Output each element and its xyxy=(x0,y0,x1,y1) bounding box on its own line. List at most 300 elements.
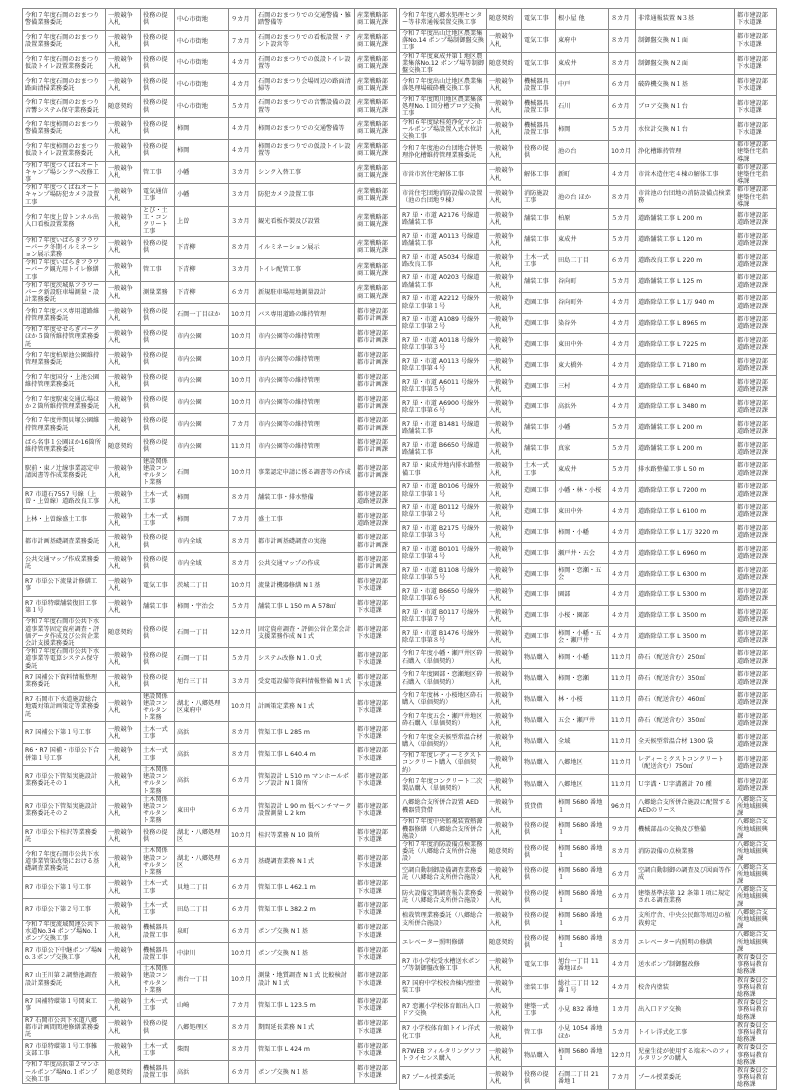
period-cell: ４カ月 xyxy=(229,139,256,161)
table-row xyxy=(400,886,777,909)
category-cell: 管工事 xyxy=(141,259,175,282)
category-cell: 物品購入 xyxy=(522,647,556,668)
period-cell: ５カ月 xyxy=(229,96,256,118)
location-cell: 柿岡 xyxy=(175,487,229,509)
department-cell: 産業戦略部商工観光課 xyxy=(355,184,397,207)
contract-method-cell: 一般競争入札 xyxy=(106,487,141,509)
category-cell: 測量業務 xyxy=(141,281,175,304)
table-row xyxy=(23,326,397,349)
project-name-cell: 令和７年度出山辻地区農業集落No.14 ポンプ場制御盤交換工事 xyxy=(400,29,487,52)
period-cell: ６カ月 xyxy=(229,847,256,877)
project-name-cell: エレベーター照明修繕 xyxy=(400,931,487,954)
department-cell: 都市建設部道路建設課 xyxy=(735,438,777,459)
project-name-cell: 駅前・東ノ辻線事業認定申請図書等作成業務委託 xyxy=(23,457,106,487)
location-cell: 東田中外 xyxy=(556,501,609,522)
table-row xyxy=(400,459,777,480)
table-row xyxy=(400,908,777,931)
location-cell: 高浜 xyxy=(175,744,229,766)
project-name-cell: 令和７年度つくばねオートキャンプ場防犯カメラ設置工事 xyxy=(23,184,106,207)
department-cell: 都市建設部下水道課 xyxy=(355,899,397,921)
department-cell: 都市建設部道路建設課 xyxy=(735,459,777,480)
category-cell: 造園工事 xyxy=(522,501,556,522)
department-cell: 都市建設部道路建設課 xyxy=(735,668,777,689)
location-cell: 東田中 xyxy=(175,795,229,825)
location-cell: 東田中外 xyxy=(556,334,609,355)
category-cell: 役務の提供 xyxy=(141,370,175,392)
table-row xyxy=(400,229,777,250)
table-row xyxy=(400,931,777,954)
project-name-cell: R7 単・市道 B1108 号線外除草工事第５号 xyxy=(400,564,487,585)
contract-method-cell: 一般競争入札 xyxy=(487,438,522,459)
table-row xyxy=(400,75,777,96)
summary-cell: トイレ洋式化工事 xyxy=(636,1021,735,1044)
project-name-cell: 令和７年度東成井第１地区農業集落No.12 ポンプ場等制御盤交換工事 xyxy=(400,52,487,75)
category-cell: 物品購入 xyxy=(522,1044,556,1067)
contract-method-cell: 一般競争入札 xyxy=(487,96,522,119)
summary-cell: システム改修 N１.０式 xyxy=(256,648,355,671)
table-row xyxy=(400,355,777,376)
project-name-cell: R7 国補公下第１号工事 xyxy=(23,722,106,744)
summary-cell: 児童生徒が使用する端末へのフィルタリングの購入 xyxy=(636,1044,735,1067)
contract-method-cell: 随意契約 xyxy=(106,618,141,648)
period-cell: １カ月 xyxy=(609,999,636,1022)
department-cell: 都市建設部道路建設課 xyxy=(735,417,777,438)
table-row xyxy=(23,531,397,553)
department-cell: 都市建設部道路建設課 xyxy=(735,480,777,501)
contract-method-cell: 一般競争入札 xyxy=(106,995,141,1017)
department-cell: 都市建設部道路建設課 xyxy=(735,564,777,585)
department-cell: 教育委員会事務局教育総務課 xyxy=(735,999,777,1022)
location-cell: 下青柳 xyxy=(175,281,229,304)
location-cell: 小幡・林・小桜 xyxy=(556,480,609,501)
table-row xyxy=(400,376,777,397)
department-cell: 都市建設部建築住宅指導課 xyxy=(735,141,777,164)
table-row xyxy=(400,976,777,999)
contract-method-cell: 一般競争入札 xyxy=(106,326,141,349)
table-row xyxy=(400,543,777,564)
department-cell: 都市建設部下水道課 xyxy=(355,692,397,722)
location-cell: 湖北・八郷処理区 xyxy=(175,847,229,877)
period-cell: ８カ月 xyxy=(609,931,636,954)
category-cell: 解体工事 xyxy=(522,163,556,186)
period-cell: ３カ月 xyxy=(229,184,256,207)
department-cell: 教育委員会事務局教育総務課 xyxy=(735,976,777,999)
project-name-cell: R7 市道石7557 号線（上曽・上曽線）道路改良工事 xyxy=(23,487,106,509)
table-row xyxy=(400,52,777,75)
location-cell: 下青柳 xyxy=(175,259,229,282)
location-cell: 中心市街地 xyxy=(175,9,229,31)
project-name-cell: ばら名事１公園ほか16箇所維持管理業務委託 xyxy=(23,436,106,458)
contract-method-cell: 一般競争入札 xyxy=(106,531,141,553)
table-row xyxy=(400,522,777,543)
period-cell: ４カ月 xyxy=(609,976,636,999)
summary-cell: 道路舗装工事 L 200 m xyxy=(636,438,735,459)
period-cell: ８カ月 xyxy=(609,9,636,30)
table-row xyxy=(400,1044,777,1067)
period-cell: ８カ月 xyxy=(609,186,636,209)
category-cell: 建築一式工事 xyxy=(522,999,556,1022)
summary-cell: 制御盤交換 N１面 xyxy=(636,29,735,52)
contract-method-cell: 一般競争入札 xyxy=(106,414,141,436)
contract-method-cell: 一般競争入札 xyxy=(106,161,141,184)
department-cell: 都市建設部下水道課 xyxy=(355,574,397,596)
location-cell: 柏原 xyxy=(556,209,609,230)
location-cell: 柿岡 5680 番地１ xyxy=(556,908,609,931)
location-cell: 市内公園 xyxy=(175,326,229,349)
contract-method-cell: 一般競争入札 xyxy=(106,281,141,304)
project-name-cell: 令和７年度五会・瀬戸井地区砕石購入（単価契約） xyxy=(400,710,487,731)
period-cell: 11カ月 xyxy=(229,436,256,458)
location-cell: 石岡二丁目 21 番地１ xyxy=(556,1067,609,1090)
summary-cell: 管渠工事 L 640.4 m xyxy=(256,744,355,766)
category-cell: 役務の提供 xyxy=(141,648,175,671)
contract-method-cell: 一般競争入札 xyxy=(106,574,141,596)
summary-cell: 石岡のおまつり会場周辺の路面清掃等 xyxy=(256,74,355,96)
summary-cell: 期間延長業務 N１式 xyxy=(256,1016,355,1039)
summary-cell: 空調自動制御の調査及び図面等作成 xyxy=(636,863,735,886)
department-cell: 産業戦略部商工観光課 xyxy=(355,74,397,96)
project-name-cell: 令和７年度関川地区農業集落処理No.１回分槽ブロア交換工事 xyxy=(400,96,487,119)
table-row xyxy=(400,564,777,585)
summary-cell: 管渠設計 L 510 m マンホールポンプ設計 N１箇所 xyxy=(256,766,355,796)
summary-cell: 道路除草工事 L 8965 m xyxy=(636,313,735,334)
summary-cell: 管渠工事 L 382.2 m xyxy=(256,899,355,921)
table-row xyxy=(400,313,777,334)
department-cell: 都市建設部都市計画課 xyxy=(355,370,397,392)
project-name-cell: 令和７年度石岡のおまつり警備業務委託 xyxy=(23,9,106,31)
contract-method-cell: 一般競争入札 xyxy=(487,605,522,626)
summary-cell: ポンプ交換 N１基 xyxy=(256,920,355,943)
period-cell: ８カ月 xyxy=(229,553,256,575)
project-name-cell: R7 単・市道 B1476 号線外除草工事第８号 xyxy=(400,626,487,647)
table-row xyxy=(23,920,397,943)
table-row xyxy=(23,847,397,877)
summary-cell: 道路除草工事 L 6300 m xyxy=(636,564,735,585)
category-cell: 造園工事 xyxy=(522,376,556,397)
period-cell: ４カ月 xyxy=(609,626,636,647)
contract-method-cell: 一般競争入札 xyxy=(487,250,522,271)
contract-method-cell: 一般競争入札 xyxy=(106,744,141,766)
contract-method-cell: 一般競争入札 xyxy=(106,184,141,207)
project-name-cell: 令和７年度高浜第２マンホールポンプ場No.１ポンプ交換工事 xyxy=(23,1061,106,1084)
contract-method-cell: 一般競争入札 xyxy=(106,722,141,744)
contract-method-cell: 一般競争入札 xyxy=(487,1044,522,1067)
category-cell: 役務の提供 xyxy=(522,818,556,841)
department-cell: 都市建設部道路建設課 xyxy=(735,209,777,230)
table-row xyxy=(23,52,397,74)
department-cell: 八郷総合支所地域振興課 xyxy=(735,931,777,954)
location-cell: 小見 1054 番地ほか xyxy=(556,1021,609,1044)
location-cell: 中心市街地 xyxy=(175,52,229,74)
location-cell: 南台一丁目 xyxy=(175,965,229,995)
summary-cell: 道路除草工事 L 6840 m xyxy=(636,376,735,397)
category-cell: 物品購入 xyxy=(522,689,556,710)
category-cell: 造園工事 xyxy=(522,313,556,334)
department-cell: 都市建設部下水道課 xyxy=(735,9,777,30)
project-name-cell: 令和７年度石岡のおまつり設置業務委託 xyxy=(23,30,106,52)
project-name-cell: R7 単・市道 B6650 号線外除草工事第６号 xyxy=(400,585,487,606)
period-cell: 96カ月 xyxy=(609,795,636,818)
summary-cell: 石岡のおまつりでの看板設置・テント設営等 xyxy=(256,30,355,52)
department-cell: 産業戦略部商工観光課 xyxy=(355,117,397,139)
category-cell: 役務の提供 xyxy=(141,326,175,349)
period-cell: ５カ月 xyxy=(609,118,636,141)
location-cell: 高浜 xyxy=(175,722,229,744)
location-cell: 全域 xyxy=(556,731,609,752)
summary-cell: 固定資産調査・評価公営企業会計支援業務作成 N１式 xyxy=(256,618,355,648)
project-name-cell: 令和７年度石岡のおまつり音響システム保守業務委託 xyxy=(23,96,106,118)
contract-method-cell: 一般競争入札 xyxy=(106,692,141,722)
project-name-cell: 令和７年度消防設備点検業務委託（八郷総合支所併合施設） xyxy=(400,840,487,863)
table-row xyxy=(23,509,397,531)
table-row xyxy=(23,436,397,458)
period-cell: 11カ月 xyxy=(609,689,636,710)
summary-cell: 市内公園等の維持管理 xyxy=(256,348,355,370)
summary-cell: 舗装工事・排水整備 xyxy=(256,487,355,509)
department-cell: 都市建設部道路建設課 xyxy=(735,355,777,376)
contract-method-cell: 一般競争入札 xyxy=(487,271,522,292)
department-cell: 都市建設部下水道課 xyxy=(355,920,397,943)
department-cell: 都市建設部道路建設課 xyxy=(735,334,777,355)
table-row xyxy=(23,487,397,509)
period-cell: ７カ月 xyxy=(609,1067,636,1090)
period-cell: 11カ月 xyxy=(609,710,636,731)
table-row xyxy=(23,648,397,671)
category-cell: 電気工事 xyxy=(522,29,556,52)
category-cell: 役務の提供 xyxy=(141,9,175,31)
project-name-cell: 令和７年度せせらぎパークほか５箇所維持管理業務委託 xyxy=(23,326,106,349)
period-cell: ５カ月 xyxy=(609,229,636,250)
location-cell: 柿岡・小幡 xyxy=(556,522,609,543)
category-cell: 造園工事 xyxy=(522,585,556,606)
contract-method-cell: 一般競争入札 xyxy=(487,522,522,543)
period-cell: ８カ月 xyxy=(229,487,256,509)
contract-method-cell: 一般競争入札 xyxy=(106,648,141,671)
location-cell: 柿岡 5680 番地１ xyxy=(556,1044,609,1067)
period-cell: ７カ月 xyxy=(229,30,256,52)
department-cell: 都市建設部下水道課 xyxy=(355,596,397,618)
summary-cell: 桂沢等業務 N 10 箇所 xyxy=(256,825,355,847)
contract-method-cell: 一般競争入札 xyxy=(106,670,141,692)
location-cell: 山崎 xyxy=(175,995,229,1017)
summary-cell: トイレ配管工事 xyxy=(256,259,355,282)
contract-method-cell: 随意契約 xyxy=(487,840,522,863)
department-cell: 産業戦略部商工観光課 xyxy=(355,161,397,184)
department-cell: 都市建設部道路建設課 xyxy=(735,313,777,334)
location-cell: 真家 xyxy=(556,438,609,459)
contract-method-cell: 一般競争入札 xyxy=(487,1021,522,1044)
location-cell: 中心市街地 xyxy=(175,30,229,52)
table-row xyxy=(400,953,777,976)
contract-method-cell: 一般競争入札 xyxy=(487,886,522,909)
contract-method-cell: 一般競争入札 xyxy=(106,370,141,392)
category-cell: 役務の提供 xyxy=(141,392,175,414)
project-name-cell: 令和７年度石岡のおまつり仮設トイレ設置業務委託 xyxy=(23,52,106,74)
table-row xyxy=(400,731,777,752)
contract-method-cell: 一般競争入札 xyxy=(487,186,522,209)
location-cell: 東成井 xyxy=(556,459,609,480)
category-cell: 舗装工事 xyxy=(522,438,556,459)
category-cell: 土木一式工事 xyxy=(141,487,175,509)
project-name-cell: 令和７年度いばらきフラワーパーク冬期イルミネーション展示業務 xyxy=(23,236,106,259)
table-row xyxy=(23,392,397,414)
table-row xyxy=(23,74,397,96)
project-name-cell: 令和７年度池の台団地合併処理浄化槽維持管理業務委託 xyxy=(400,141,487,164)
summary-cell: 石岡のおまつりでの交通警備・雑踏警備等 xyxy=(256,9,355,31)
period-cell: ８カ月 xyxy=(229,722,256,744)
table-row xyxy=(400,795,777,818)
summary-cell: 機械部品の交換及び整備 xyxy=(636,818,735,841)
department-cell: 都市建設部下水道課 xyxy=(735,118,777,141)
table-row xyxy=(400,141,777,164)
department-cell: 都市建設部下水道課 xyxy=(735,75,777,96)
table-row xyxy=(23,899,397,921)
contract-method-cell: 一般競争入札 xyxy=(106,877,141,899)
contract-method-cell: 一般競争入札 xyxy=(106,847,141,877)
location-cell: 市内公園 xyxy=(175,370,229,392)
location-cell: 田島二丁目 xyxy=(556,250,609,271)
department-cell: 産業戦略部商工観光課 xyxy=(355,206,397,236)
table-row xyxy=(23,370,397,392)
category-cell: 物品購入 xyxy=(522,668,556,689)
contract-method-cell: 一般競争入札 xyxy=(106,348,141,370)
summary-cell: 道路除草工事 L 1万 940 m xyxy=(636,292,735,313)
project-name-cell: R6・R7 国補・市単公下合併第１号工事 xyxy=(23,744,106,766)
department-cell: 産業戦略部商工観光課 xyxy=(355,236,397,259)
location-cell: 柿岡 xyxy=(175,509,229,531)
period-cell: 10カ月 xyxy=(609,141,636,164)
location-cell: 五会・瀬戸井 xyxy=(556,710,609,731)
project-name-cell: R7 山王川第２調整池調査設計業務委託 xyxy=(23,965,106,995)
contract-method-cell: 随意契約 xyxy=(106,436,141,458)
department-cell: 都市建設部下水道課 xyxy=(355,670,397,692)
contract-method-cell: 一般競争入札 xyxy=(487,355,522,376)
summary-cell: 道路舗装工事 L 125 m xyxy=(636,271,735,292)
department-cell: 八郷総合支所地域振興課 xyxy=(735,886,777,909)
contract-method-cell: 随意契約 xyxy=(487,52,522,75)
category-cell: 造園工事 xyxy=(522,626,556,647)
department-cell: 都市建設部道路建設課 xyxy=(735,710,777,731)
table-row xyxy=(23,744,397,766)
period-cell: ６カ月 xyxy=(609,908,636,931)
contract-method-cell: 一般競争入札 xyxy=(487,376,522,397)
period-cell: ７カ月 xyxy=(229,414,256,436)
summary-cell: 建築基準法第 12 条第１項に規定される調査業務 xyxy=(636,886,735,909)
category-cell: 造園工事 xyxy=(522,605,556,626)
period-cell: ４カ月 xyxy=(609,163,636,186)
summary-cell: 道路除草工事 L 7200 m xyxy=(636,480,735,501)
location-cell: 石川 xyxy=(556,96,609,119)
project-name-cell: 令和７年度中央監視装置熱源機器修繕（八郷総合支所併合施設） xyxy=(400,818,487,841)
project-name-cell: R7 市単特環舗装復旧工事第１号 xyxy=(23,596,106,618)
contract-method-cell: 一般競争入札 xyxy=(106,206,141,236)
department-cell: 産業戦略部商工観光課 xyxy=(355,259,397,282)
contract-method-cell: 一般競争入札 xyxy=(106,509,141,531)
project-name-cell: 令和７年度茨城県フラワーパーク新設駐車場測量・設計業務委託 xyxy=(23,281,106,304)
summary-cell: 非常通報装置 N３基 xyxy=(636,9,735,30)
location-cell: 石岡一丁目ほか xyxy=(175,304,229,326)
project-name-cell: 令和７年度コンクリート二次製品購入（単価契約） xyxy=(400,774,487,795)
department-cell: 都市建設部下水道課 xyxy=(355,1016,397,1039)
summary-cell: レディーミクストコンクリート（配送含む）750㎥ xyxy=(636,752,735,775)
location-cell: 柿岡・恋瀬 xyxy=(556,668,609,689)
summary-cell: 道路除草工事 L 7180 m xyxy=(636,355,735,376)
department-cell: 教育委員会事務局教育総務課 xyxy=(735,953,777,976)
summary-cell: 公共交通マップの作成 xyxy=(256,553,355,575)
location-cell: 八郷地区 xyxy=(556,752,609,775)
contract-method-cell: 随意契約 xyxy=(487,931,522,954)
department-cell: 八郷総合支所地域振興課 xyxy=(735,818,777,841)
category-cell: 機械器具設置工事 xyxy=(522,96,556,119)
summary-cell: 管渠工事 L 424 m xyxy=(256,1039,355,1061)
table-row xyxy=(400,647,777,668)
department-cell: 都市建設部都市計画課 xyxy=(355,348,397,370)
period-cell: ５カ月 xyxy=(229,648,256,671)
summary-cell: 砕石（配送含む）350㎥ xyxy=(636,668,735,689)
contract-method-cell: 一般競争入札 xyxy=(487,585,522,606)
summary-cell: ブロア交換 N１台 xyxy=(636,96,735,119)
location-cell: 小幡 xyxy=(556,417,609,438)
period-cell: 10カ月 xyxy=(229,574,256,596)
category-cell: 建設関係建設コンサルタント業務 xyxy=(141,692,175,722)
summary-cell: 基礎調査業務 N１式 xyxy=(256,847,355,877)
summary-cell: 道路除草工事 L 3500 m xyxy=(636,626,735,647)
project-name-cell: R7 市単公下桂沢等業務委託 xyxy=(23,825,106,847)
period-cell: ８カ月 xyxy=(609,52,636,75)
contract-method-cell: 一般競争入札 xyxy=(487,668,522,689)
project-name-cell: R7 市単特環第１号工事雑支部工事 xyxy=(23,1039,106,1061)
project-name-cell: R7 単・市道 A6900 号線外除草工事第６号 xyxy=(400,397,487,418)
project-name-cell: 市営住宅団地消防設備の設置（池の台団地９棟） xyxy=(400,186,487,209)
period-cell: ６カ月 xyxy=(229,1061,256,1084)
summary-cell: 管渠工事 L 123.5 m xyxy=(256,995,355,1017)
contract-method-cell: 一般競争入札 xyxy=(487,229,522,250)
category-cell: 役務の提供 xyxy=(522,863,556,886)
table-row xyxy=(23,1039,397,1061)
summary-cell: シンク入替工事 xyxy=(256,161,355,184)
period-cell: ６カ月 xyxy=(229,795,256,825)
contract-method-cell: 一般競争入札 xyxy=(487,774,522,795)
period-cell: ５カ月 xyxy=(229,596,256,618)
project-name-cell: R7 市単公下中継ポンプ場No.３ポンプ交換工事 xyxy=(23,943,106,965)
table-row xyxy=(23,574,397,596)
period-cell: ６カ月 xyxy=(229,899,256,921)
period-cell: ８カ月 xyxy=(229,1016,256,1039)
period-cell: ４カ月 xyxy=(609,953,636,976)
department-cell: 都市建設部下水道課 xyxy=(355,1039,397,1061)
contract-method-cell: 一般競争入札 xyxy=(487,752,522,775)
period-cell: 10カ月 xyxy=(229,370,256,392)
project-name-cell: 令和７年度八郷水処理センター等非常通報装置交換工事 xyxy=(400,9,487,30)
summary-cell: 新規駐車場用地測量設計 xyxy=(256,281,355,304)
period-cell: ５カ月 xyxy=(609,209,636,230)
contract-method-cell: 一般競争入札 xyxy=(106,304,141,326)
location-cell: 池の台 xyxy=(556,141,609,164)
location-cell: 八郷地区 xyxy=(556,774,609,795)
category-cell: 建設関係建設コンサルタント業務 xyxy=(141,457,175,487)
project-name-cell: 防火設備定期調査報告業務委託（八郷総合支所併合施設） xyxy=(400,886,487,909)
table-row xyxy=(23,259,397,282)
period-cell: 11カ月 xyxy=(609,647,636,668)
period-cell: ３カ月 xyxy=(229,206,256,236)
table-row xyxy=(400,186,777,209)
period-cell: ５カ月 xyxy=(609,438,636,459)
table-row xyxy=(23,9,397,31)
category-cell: 舗装工事 xyxy=(141,596,175,618)
table-row xyxy=(400,1067,777,1090)
category-cell: 舗装工事 xyxy=(522,417,556,438)
contract-method-cell: 一般競争入札 xyxy=(487,163,522,186)
